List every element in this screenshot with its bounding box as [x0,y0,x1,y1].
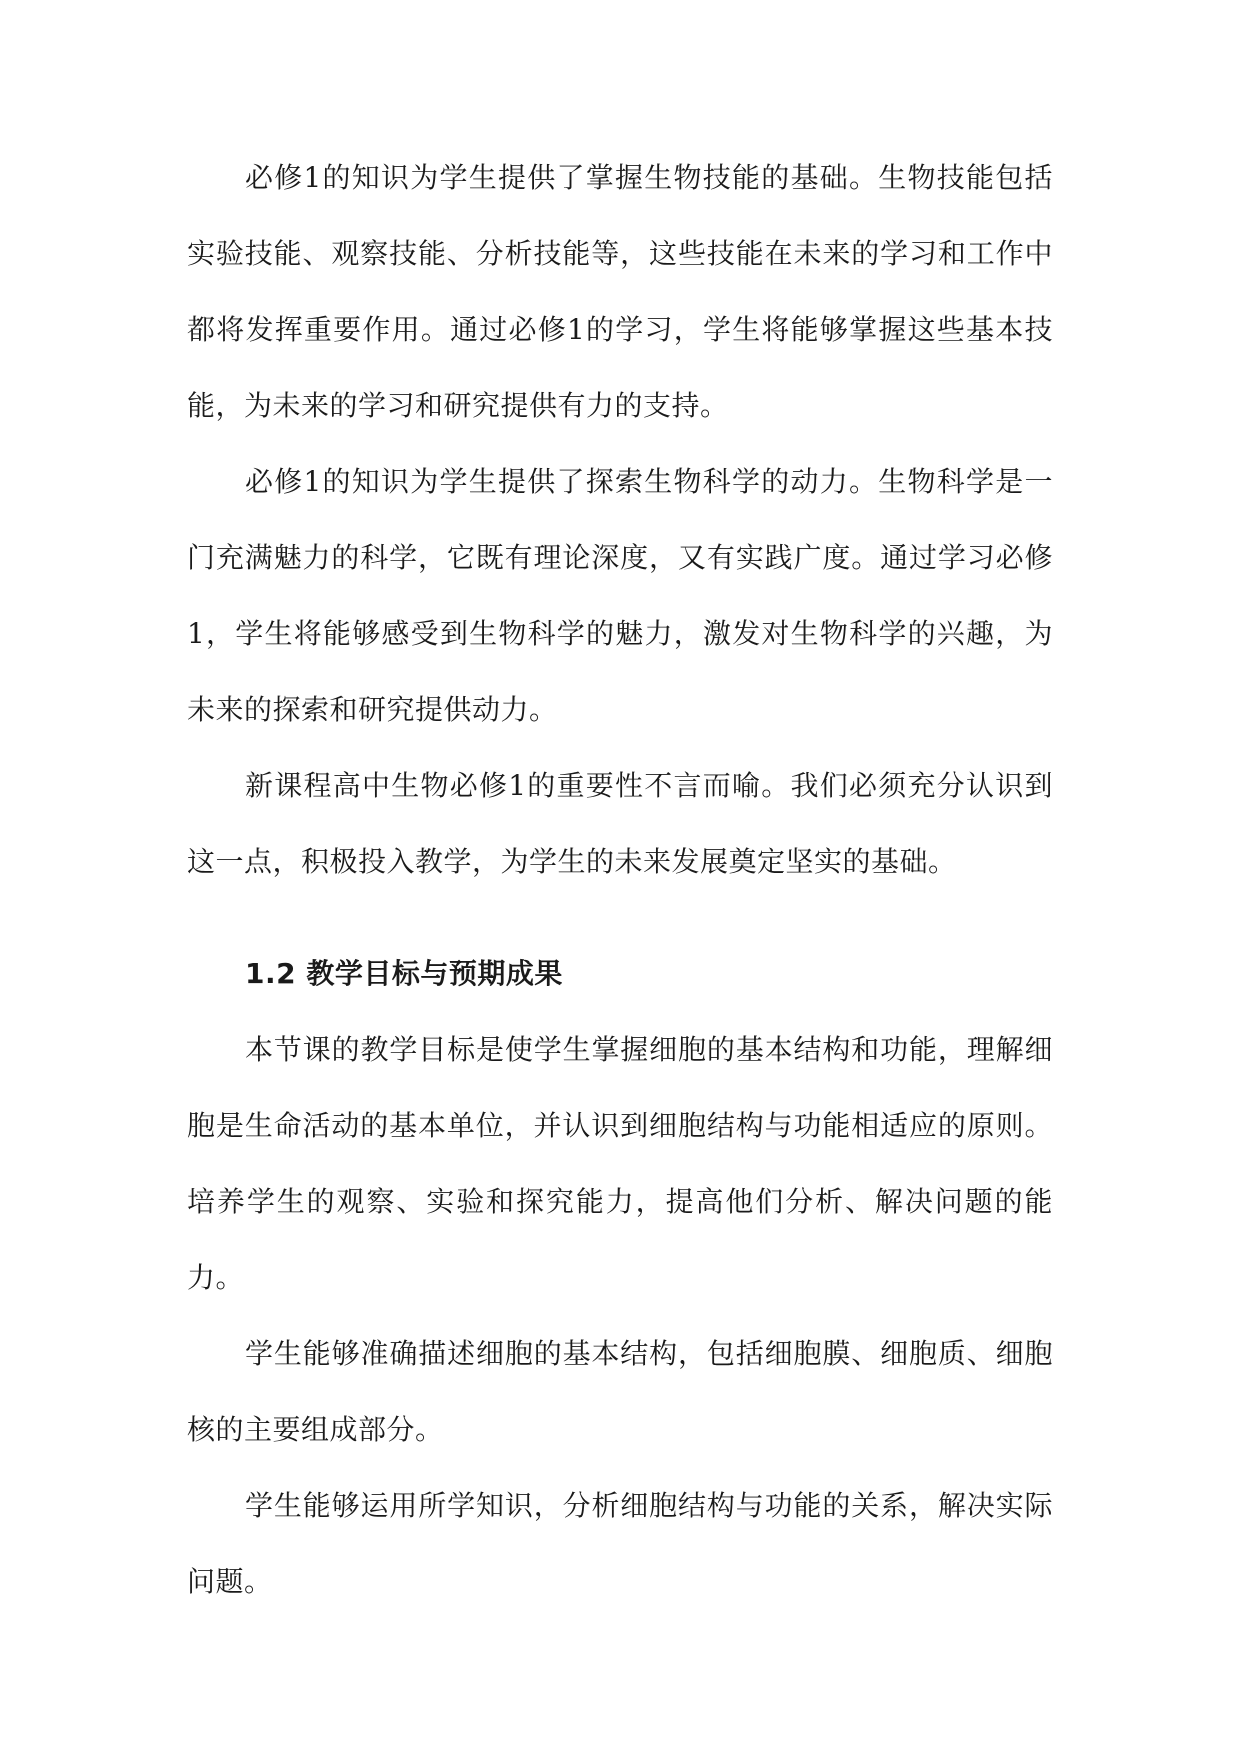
document-body [187,140,1053,1620]
paragraph-skills-foundation: 必修1的知识为学生提供了掌握生物技能的基础。生物技能包括实验技能、观察技能、分析技能等，这些技能在未来的学习和工作中都将发挥重要作用。通过必修1的学习，学生将能够掌握这些基本技能，为未来的学习和研究提供有力的支持。 [187,161,1053,422]
paragraph-exploration-motivation: 必修1的知识为学生提供了探索生物科学的动力。生物科学是一门充满魅力的科学，它既有理论深度，又有实践广度。通过学习必修1，学生将能够感受到生物科学的魅力，激发对生物科学的兴趣，为未来的探索和研究提供动力。 [187,465,1053,726]
paragraph-importance: 新课程高中生物必修1的重要性不言而喻。我们必须充分认识到这一点，积极投入教学，为学生的未来发展奠定坚实的基础。 [187,769,1053,878]
section-heading: 1.2 教学目标与预期成果 [245,957,563,990]
paragraph-outcome-apply: 学生能够运用所学知识，分析细胞结构与功能的关系，解决实际问题。 [187,1489,1053,1598]
paragraph-outcome-describe: 学生能够准确描述细胞的基本结构，包括细胞膜、细胞质、细胞核的主要组成部分。 [187,1337,1053,1446]
paragraph-teaching-goals: 本节课的教学目标是使学生掌握细胞的基本结构和功能，理解细胞是生命活动的基本单位，并认识到细胞结构与功能相适应的原则。培养学生的观察、实验和探究能力，提高他们分析、解决问题的能力。 [187,1033,1053,1294]
